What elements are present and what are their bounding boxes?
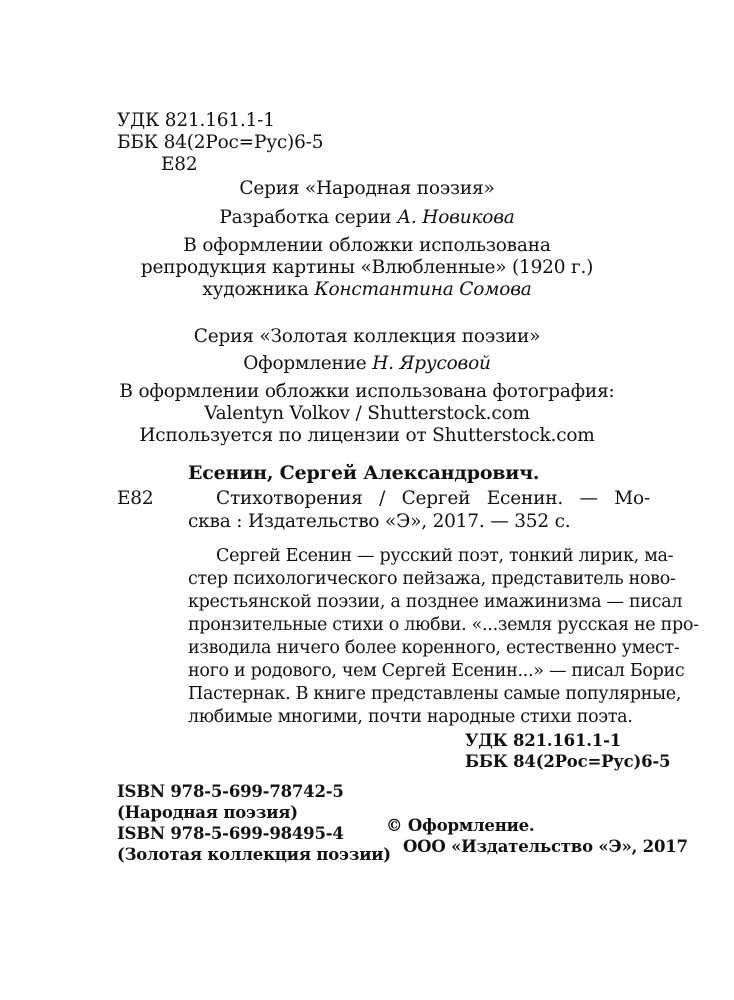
- series-design: [0, 353, 734, 374]
- cover-artist: [0, 279, 734, 300]
- annotation-line: изводила ничего более коренного, естественно умест-: [188, 638, 680, 658]
- title-line-2: сква : Издательство «Э», 2017. — 352 с.: [188, 511, 571, 532]
- annotation-line: пронзительные стихи о любви. «...земля русская не про-: [188, 615, 699, 635]
- isbn-1-series: (Народная поэзия): [117, 803, 298, 822]
- catalog-mark: Е82: [117, 488, 154, 509]
- isbn-2-series: (Золотая коллекция поэзии): [117, 845, 391, 864]
- series-line-1: Серия «Народная поэзия»: [239, 178, 495, 199]
- developer-prefix: Разработка серии: [219, 207, 398, 228]
- author-heading: Есенин, Сергей Александрович.: [188, 462, 540, 484]
- artist-prefix: художника: [202, 279, 315, 300]
- design-name: Н. Ярусовой: [372, 353, 491, 374]
- developer-name: А. Новикова: [397, 207, 515, 228]
- udk-code: УДК 821.161.1-1: [117, 110, 275, 131]
- bbk-code: ББК 84(2Рос=Рус)6-5: [117, 132, 324, 153]
- author-mark: Е82: [161, 154, 198, 175]
- annotation-line: любимые многими, почти народные стихи поэта.: [188, 707, 633, 727]
- copyright-line-1: © Оформление.: [386, 816, 535, 835]
- artist-name: Константина Сомова: [314, 279, 532, 300]
- photo-note-line-2: Valentyn Volkov / Shutterstock.com: [204, 403, 530, 424]
- annotation-line: стер психологического пейзажа, представитель ново-: [188, 569, 676, 589]
- annotation-line: ного и родового, чем Сергей Есенин...» — писал Борис: [188, 661, 685, 681]
- catalog-udk-code: УДК 821.161.1-1: [465, 731, 621, 750]
- photo-note-line-3: Используется по лицензии от Shutterstock.com: [139, 425, 595, 446]
- cover-note-line-1: В оформлении обложки использована: [183, 235, 551, 256]
- isbn-2: ISBN 978-5-699-98495-4: [117, 824, 344, 843]
- copyright-line-2: ООО «Издательство «Э», 2017: [403, 837, 688, 856]
- series-developer: [0, 207, 734, 228]
- cover-note-line-2: репродукция картины «Влюбленные» (1920 г.): [140, 257, 594, 278]
- title-line-1: Стихотворения / Сергей Есенин. — Мо-: [216, 488, 650, 509]
- series-line-2: Серия «Золотая коллекция поэзии»: [193, 326, 541, 347]
- design-prefix: Оформление: [243, 353, 373, 374]
- annotation-line: Пастернак. В книге представлены самые популярные,: [188, 684, 682, 704]
- photo-note-line-1: В оформлении обложки использована фотография:: [119, 381, 615, 402]
- annotation-line: крестьянской поэзии, а позднее имажинизма — писал: [188, 592, 683, 612]
- isbn-1: ISBN 978-5-699-78742-5: [117, 782, 344, 801]
- catalog-bbk-code: ББК 84(2Рос=Рус)6-5: [465, 752, 671, 771]
- annotation-line: Сергей Есенин — русский поэт, тонкий лирик, ма-: [216, 546, 674, 566]
